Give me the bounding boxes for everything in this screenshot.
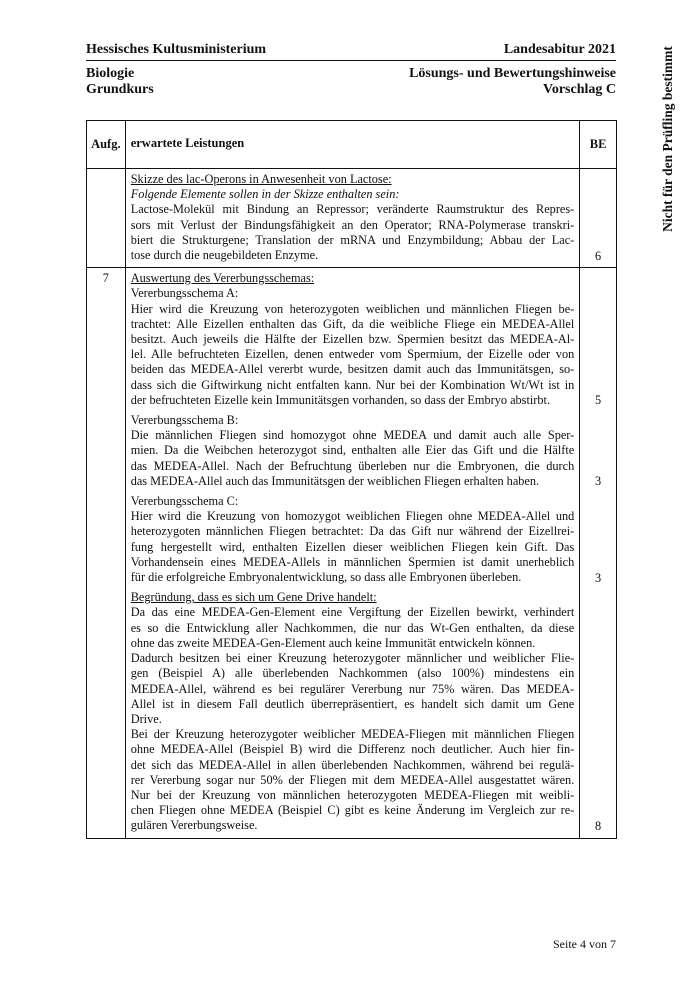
text-line: der befruchteten Eizelle kein Immunitätsgen vorhanden, so dass der Embryo abstirbt. xyxy=(130,392,551,407)
points-value: 3 xyxy=(595,570,602,585)
answer-block xyxy=(131,413,575,489)
text-line: ohne das zweite MEDEA-Gen-Element auch keine Immunität entwickeln können. xyxy=(130,635,536,650)
column-header-points: BE xyxy=(580,121,617,169)
expected-answer xyxy=(125,268,580,838)
page-header xyxy=(86,42,616,60)
text-line: MEDEA-Allel, während es bei regulärer Vererbung nur 75% wären. Das MEDEA- xyxy=(130,681,575,696)
text-line: rer Vererbung sogar nur 50% der Fliegen mit dem MEDEA-Allel ausgestattet wären. xyxy=(130,772,575,787)
text-line: Hier wird die Kreuzung von homozygot weiblichen Fliegen ohne MEDEA-Allel und xyxy=(130,509,575,524)
text-line: es so die Entwicklung aller Nachkommen, die nur das Wt-Gen enthalten, da diese xyxy=(130,620,575,635)
answer-block xyxy=(131,271,575,408)
side-note xyxy=(657,39,679,239)
points-value: 5 xyxy=(595,393,602,408)
text-line: Dadurch besitzen bei einer Kreuzung heterozygoter männlicher und weiblicher Flie- xyxy=(130,651,575,666)
text-line: das MEDEA-Allel. Nach der Befruchtung überleben nur die Embryonen, die durch xyxy=(130,458,575,473)
text-line: Lactose-Molekül mit Bindung an Repressor; veränderte Raumstruktur des Repres- xyxy=(130,202,575,217)
page-number: Seite 4 von 7 xyxy=(553,937,616,951)
text-line: Skizze des lac-Operons in Anwesenheit von Lactose: xyxy=(130,172,392,186)
text-line: gen (Beispiel A) alle überlebenden Nachkommen (also 100%) mindestens ein xyxy=(130,666,575,681)
text-line: heterozygoten männlichen Fliegen betrachtet: Da das Gift nur während der Eizellrei- xyxy=(130,524,575,539)
points-value: 8 xyxy=(595,818,602,833)
task-number: 7 xyxy=(87,268,126,838)
points-cell xyxy=(580,169,617,268)
text-line: det sich das MEDEA-Allel in allen überlebenden Nachkommen, während bei regulä- xyxy=(130,757,575,772)
text-line: Vererbungsschema B: xyxy=(130,413,239,428)
text-line: Da das eine MEDEA-Gen-Element eine Vergiftung der Eizellen bewirkt, verhindert xyxy=(130,605,575,620)
text-line: Hier wird die Kreuzung von heterozygoten weiblichen und männlichen Fliegen be- xyxy=(130,301,575,316)
exam-title: Landesabitur 2021 xyxy=(503,42,616,57)
document-type: Lösungs- und Bewertungshinweise xyxy=(409,66,616,81)
table-body xyxy=(87,169,617,839)
expected-answer xyxy=(125,169,580,268)
text-line: trachtet: Alle Eizellen enthalten das Gift, da die weibliche Fliege ein MEDEA-Allel xyxy=(130,316,575,331)
points-cell xyxy=(580,268,617,838)
task-number xyxy=(87,169,126,268)
text-line: sors mit Verlust der Bindungsfähigkeit an den Operator; RNA-Polymerase transkri- xyxy=(130,217,575,232)
course-label: Grundkurs xyxy=(86,82,154,97)
text-line: dass sich die Giftwirkung nicht entfalten kann. Nur bei der Kombination Wt/Wt ist in xyxy=(130,377,575,392)
text-line: für die erfolgreiche Embryonalentwicklung, so dass alle Embryonen überleben. xyxy=(130,570,522,585)
table-row xyxy=(87,268,617,838)
text-line: chen Fliegen ohne MEDEA (Beispiel C) gibt es keine Änderung im Vergleich zur re- xyxy=(130,803,575,818)
answer-block xyxy=(131,494,575,585)
text-line: Begründung, dass es sich um Gene Drive handelt: xyxy=(130,590,377,605)
text-line: fung hergestellt wird, enthalten Eizellen dieser weiblichen Fliegen kein Gift. Das xyxy=(130,539,575,554)
proposal-label: Vorschlag C xyxy=(543,82,616,97)
points-value: 3 xyxy=(595,474,602,489)
table-row xyxy=(87,169,617,268)
text-line: beiden das MEDEA-Allel vererbt wurde, besitzen damit auch das Immunitätsgen, so- xyxy=(130,362,575,377)
column-header-expected: erwartete Leistungen xyxy=(125,121,580,169)
subject-label: Biologie xyxy=(86,66,135,81)
text-line: Vererbungsschema A: xyxy=(130,286,239,301)
text-line: gulären Vererbungsweise. xyxy=(130,818,258,833)
header-rule xyxy=(86,60,616,61)
text-line: Vorhandensein eines MEDEA-Allels in männlichen Spermien ist damit unerheblich xyxy=(130,554,575,569)
side-note-text: Nicht für den Prüfling bestimmt xyxy=(660,46,675,232)
text-line: lel. Alle befruchteten Eizellen, denen entweder vom Spermium, der Eizelle oder von xyxy=(130,347,575,362)
text-line: Die männlichen Fliegen sind homozygot ohne MEDEA und damit auch alle Sper- xyxy=(130,428,575,443)
text-line: Bei der Kreuzung heterozygoter weiblicher MEDEA-Fliegen mit männlichen Fliegen xyxy=(130,727,575,742)
ministry-name: Hessisches Kultusministerium xyxy=(86,42,267,57)
text-line: mien. Da die Weibchen heterozygot sind, enthalten alle Eier das Gift und die Hälfte xyxy=(130,443,575,458)
points-value: 6 xyxy=(595,248,602,263)
text-line: Allel ist in diesem Fall deutlich überrepräsentiert, es handelt sich damit um Gene xyxy=(130,696,575,711)
text-line: das MEDEA-Allel auch das Immunitätsgen der weiblichen Fliegen erhalten haben. xyxy=(130,473,540,488)
text-line: Folgende Elemente sollen in der Skizze enthalten sein: xyxy=(130,187,400,202)
text-line: besitzt. Auch jeweils die Hälfte der Eizellen bzw. Spermien besitzt das MEDEA-Al- xyxy=(130,332,575,347)
text-line: ohne MEDEA-Allel (Beispiel B) wird die Differenz noch deutlicher. Auch hier fin- xyxy=(130,742,575,757)
text-line: Vererbungsschema C: xyxy=(130,494,239,509)
column-header-task: Aufg. xyxy=(87,121,126,169)
solution-table xyxy=(86,120,617,839)
table-header-row xyxy=(87,121,617,169)
text-line: Drive. xyxy=(130,711,162,726)
text-line: tose durch die neugebildeten Enzyme. xyxy=(130,248,319,263)
text-line: Nur bei der Kreuzung von männlichen heterozygoten MEDEA-Fliegen mit weibli- xyxy=(130,787,575,802)
text-line: biert die Strukturgene; Translation der mRNA und Enzymbildung; Abbau der Lac- xyxy=(130,232,575,247)
answer-block xyxy=(131,172,575,263)
answer-block xyxy=(131,590,575,833)
text-line: Auswertung des Vererbungsschemas: xyxy=(130,271,315,286)
